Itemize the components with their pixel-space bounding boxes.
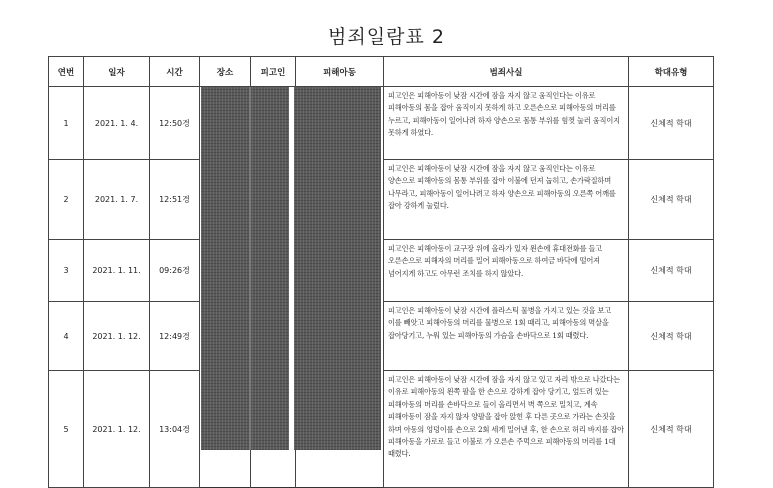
crime-list-table [48, 56, 714, 488]
row-time: 09:26경 [150, 240, 200, 302]
row-no: 5 [49, 371, 84, 488]
header-place: 장소 [200, 57, 251, 87]
table-row [49, 302, 714, 371]
header-facts: 범죄사실 [384, 57, 629, 87]
row-facts: 피고인은 피해아동이 교구장 위에 올라가 있자 왼손에 휴대전화를 들고 오른손으로 피해자의 머리를 밀어 피해아동으로 하여금 바닥에 떨어져 넘어지게 하고도 아무런 조치를 하지 않았다. [384, 240, 629, 302]
row-date: 2021. 1. 4. [84, 87, 150, 160]
redaction-divider [249, 87, 251, 450]
row-abuse-type: 신체적 학대 [629, 302, 714, 371]
header-victim: 피해아동 [296, 57, 384, 87]
header-date: 일자 [84, 57, 150, 87]
row-date: 2021. 1. 12. [84, 302, 150, 371]
row-time: 12:50경 [150, 87, 200, 160]
row-time: 12:49경 [150, 302, 200, 371]
row-no: 2 [49, 160, 84, 240]
row-facts: 피고인은 피해아동이 낮잠 시간에 잠을 자지 않고 움직인다는 이유로 양손으로 피해아동의 몸통 부위를 잡아 이불에 던져 눕히고, 손가락질하며 나무라고, 피해아동이 일어나려고 하자 양손으로 피해아동의 오른쪽 어깨를 잡아 강하게 눌렀다. [384, 160, 629, 240]
header-defendant: 피고인 [251, 57, 296, 87]
row-facts: 피고인은 피해아동이 낮잠 시간에 잠을 자지 않고 움직인다는 이유로 피해아동의 몸을 잡아 움직이지 못하게 하고 오른손으로 피해아동의 머리를 누르고, 피해아동이 일어나려 하자 양손으로 몸통 부위를 힘껏 눌러 움직이지 못하게 하였다. [384, 87, 629, 160]
table-row [49, 87, 714, 160]
row-date: 2021. 1. 12. [84, 371, 150, 488]
table-row [49, 371, 714, 488]
row-time: 13:04경 [150, 371, 200, 488]
row-abuse-type: 신체적 학대 [629, 371, 714, 488]
table-row [49, 160, 714, 240]
row-no: 4 [49, 302, 84, 371]
header-abuse-type: 학대유형 [629, 57, 714, 87]
row-facts: 피고인은 피해아동이 낮잠 시간에 잠을 자지 않고 있고 자리 밖으로 나갔다는 이유로 피해아동의 왼쪽 팔을 한 손으로 강하게 잡아 당기고, 엎드려 있는 피해아동의 머리를 손바닥으로 들이 올리면서 벽 쪽으로 밀치고, 계속 피해아동이 잠을 자지 않자 양팔을 잡아 앉힌 후 다른 곳으로 가라는 손짓을 하며 아동의 엉덩이를 손으로 2회 세게 밀어낸 후, 한 손으로 허리 바지를 잡아 피해아동을 가로로 들고 이불로 가 오른손 주먹으로 피해아동의 머리를 1대 때렸다. [384, 371, 629, 488]
row-no: 1 [49, 87, 84, 160]
redaction-block-victim [294, 87, 381, 450]
row-date: 2021. 1. 7. [84, 160, 150, 240]
row-abuse-type: 신체적 학대 [629, 160, 714, 240]
table-row [49, 240, 714, 302]
header-no: 연번 [49, 57, 84, 87]
document-title: 범죄일람표 2 [328, 26, 445, 48]
row-time: 12:51경 [150, 160, 200, 240]
table-header-row [49, 57, 714, 87]
row-date: 2021. 1. 11. [84, 240, 150, 302]
row-no: 3 [49, 240, 84, 302]
row-abuse-type: 신체적 학대 [629, 87, 714, 160]
redaction-block-place-defendant [201, 87, 289, 450]
row-abuse-type: 신체적 학대 [629, 240, 714, 302]
header-time: 시간 [150, 57, 200, 87]
row-facts: 피고인은 피해아동이 낮잠 시간에 플라스틱 물병을 가지고 있는 것을 보고 이를 빼앗고 피해아동의 머리를 물병으로 1회 때리고, 피해아동의 멱살을 잡아당기고, 누워 있는 피해아동의 가슴을 손바닥으로 1회 때렸다. [384, 302, 629, 371]
